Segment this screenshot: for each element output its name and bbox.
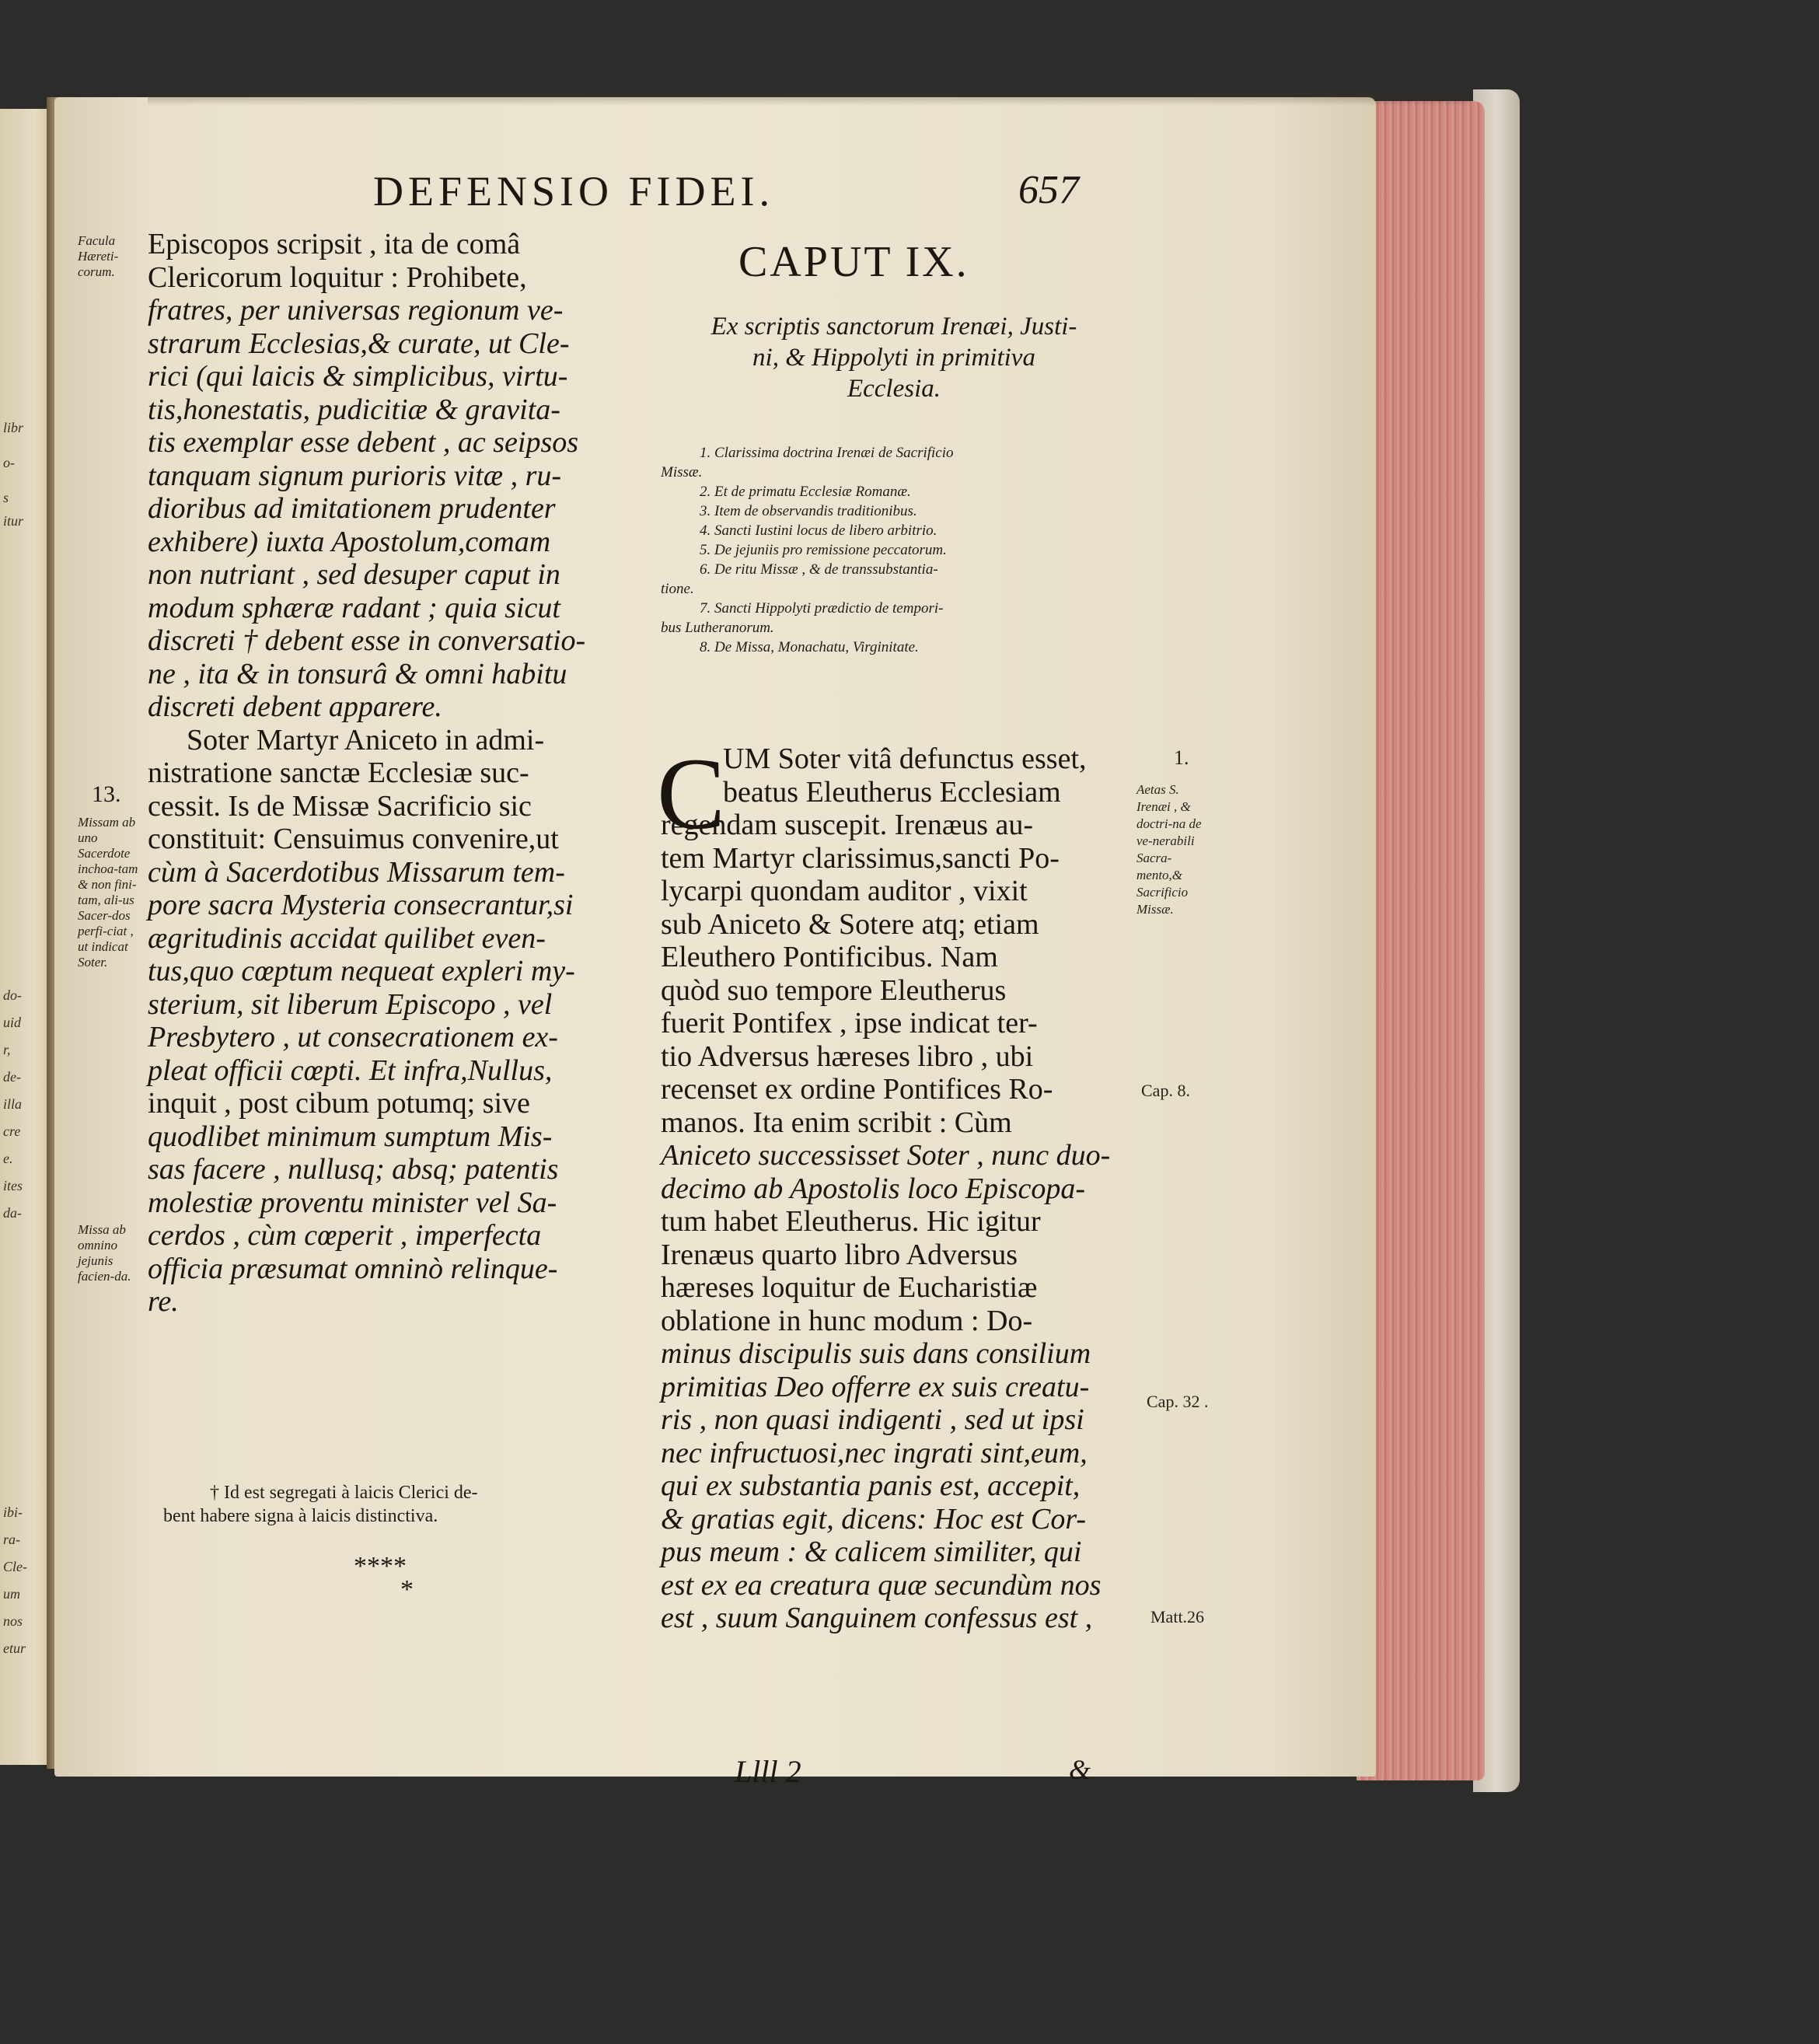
summary-item: 5. De jejuniis pro remissione peccatorum. [700,542,947,558]
page-number: 657 [1018,168,1079,212]
text-line: Clericorum loquitur : Prohibete, [148,260,527,294]
text-line: pleat officii cœpti. Et infra,Nullus, [148,1053,553,1087]
summary-item: 7. Sancti Hippolyti prædictio de tempori- [700,600,944,617]
running-title: DEFENSIO FIDEI. [373,168,774,215]
right-column [661,742,1143,1635]
margin-note-right: Aetas S. Irenæi , & doctri-na de ve-nerabili Sacra-mento,& Sacrificio Missæ. [1136,782,1202,917]
margin-note-left: Missam ab uno Sacerdote inchoa-tam & non fini-tam, ali-us Sacer-dos perfi-ciat , ut indicat Soter. [78,815,138,970]
prev-page-fragment: nos [3,1613,23,1629]
text-line: hæreses loquitur de Eucharistiæ [661,1271,1038,1304]
subtitle-line: Ecclesia. [847,375,941,403]
prev-page-fragment: etur [3,1640,26,1656]
text-line: strarum Ecclesias,& curate, ut Cle- [148,327,570,360]
text-line: pus meum : & calicem similiter, qui [661,1536,1082,1568]
catchword: & [1069,1754,1091,1785]
margin-note-right: Cap. 32 . [1147,1392,1209,1411]
subtitle-line: ni, & Hippolyti in primitiva [752,344,1035,372]
chapter-subtitle [645,311,1143,404]
text-line: tio Adversus hæreses libro , ubi [661,1039,1034,1073]
text-line: constituit: Censuimus convenire,ut [148,823,559,855]
prev-page-fragment: de- [3,1069,21,1085]
text-line: rici (qui laicis & simplicibus, virtu- [148,360,568,393]
text-line: discreti † debent esse in conversatio- [148,624,586,657]
text-line: cessit. Is de Missæ Sacrificio sic [148,789,532,823]
summary-item: bus Lutheranorum. [661,620,774,636]
footnote-line: † Id est segregati à laicis Clerici de- [210,1483,478,1503]
prev-page-fragment: cre [3,1123,21,1139]
text-line: tis exemplar esse debent , ac seipsos [148,426,579,459]
prev-page-fragment: libr [3,420,24,435]
text-line: recenset ex ordine Pontifices Ro- [661,1073,1053,1106]
chapter-summary [661,443,1143,657]
text-line: est ex ea creatura quæ secundùm nos [661,1568,1102,1602]
text-line: Irenæus quarto libro Adversus [661,1238,1018,1271]
text-line: tum habet Eleutherus. Hic igitur [661,1205,1041,1238]
text-line: officia præsumat omninò relinque- [148,1252,558,1285]
text-line: modum sphæræ radant ; quia sicut [148,591,560,624]
prev-page-fragment: e. [3,1151,13,1166]
text-line: decimo ab Apostolis loco Episcopa- [661,1172,1086,1205]
footnote-line: bent habere signa à laicis distinctiva. [163,1506,438,1526]
prev-page-fragment: s [3,490,9,505]
summary-item: tione. [661,581,694,597]
text-line: cerdos , cùm cœperit , imperfecta [148,1219,542,1252]
text-line: exhibere) iuxta Apostolum,comam [148,525,551,558]
text-line: Presbytero , ut consecrationem ex- [148,1021,558,1053]
prev-page-fragment: ra- [3,1532,20,1547]
text-line: sas facere , nullusq; absq; patentis [148,1153,559,1186]
text-line: Soter Martyr Aniceto in admi- [187,723,545,756]
text-line: beatus Eleutherus Ecclesiam [723,775,1061,809]
prev-page-fragment: o- [3,455,15,470]
summary-item: 2. Et de primatu Ecclesiæ Romanæ. [700,484,911,500]
prev-page-fragment: illa [3,1096,23,1112]
text-line: minus discipulis suis dans consilium [661,1337,1091,1370]
prev-page-fragment: ites [3,1178,23,1193]
text-line: discreti debent apparere. [148,690,442,723]
text-line: quodlibet minimum sumptum Mis- [148,1120,553,1153]
ornament-asterisks [354,1552,414,1604]
text-line: nistratione sanctæ Ecclesiæ suc- [148,756,529,789]
text-line: nec infructuosi,nec ingrati sint,eum, [661,1436,1088,1469]
text-line: re. [148,1285,179,1318]
text-line: & gratias egit, dicens: Hoc est Cor- [661,1502,1087,1536]
text-line: fuerit Pontifex , ipse indicat ter- [661,1007,1038,1039]
prev-page-fragment: uid [3,1015,22,1030]
summary-item: 6. De ritu Missæ , & de transsubstantia- [700,561,938,578]
signature-mark: Llll 2 [735,1754,801,1789]
page-shadow [148,93,1469,106]
text-line: tanquam signum purioris vitæ , ru- [148,459,562,492]
text-line: tis,honestatis, pudicitiæ & gravita- [148,393,560,426]
footnote [163,1481,478,1528]
prev-page-fragment: um [3,1586,20,1602]
text-line: qui ex substantia panis est, accepit, [661,1469,1081,1502]
summary-item: 1. Clarissima doctrina Irenæi de Sacrificio [700,445,954,461]
prev-page-fragment: ibi- [3,1504,23,1520]
subtitle-line: Ex scriptis sanctorum Irenæi, Justi- [710,313,1077,341]
margin-note-right: Matt.26 [1150,1607,1205,1626]
text-line: tem Martyr clarissimus,sancti Po- [661,841,1060,875]
prev-page-fragment: da- [3,1205,22,1221]
text-line: regendam suscepit. Irenæus au- [661,809,1034,841]
text-line: Eleuthero Pontificibus. Nam [661,941,998,973]
text-line: Aniceto successisset Soter , nunc duo- [661,1139,1111,1172]
summary-item: 4. Sancti Iustini locus de libero arbitrio. [700,522,937,539]
prev-page-fragment: Cle- [3,1559,27,1574]
summary-item: Missæ. [661,464,703,480]
text-line: fratres, per universas regionum ve- [148,294,564,327]
prev-page-fragment: r, [3,1042,11,1057]
drop-capital: C [657,736,726,851]
text-line: oblatione in hunc modum : Do- [661,1304,1033,1337]
chapter-title: CAPUT IX. [738,238,969,286]
margin-note-right: Cap. 8. [1141,1081,1190,1100]
section-number: 13. [92,781,121,807]
text-line: non nutriant , sed desuper caput in [148,558,560,591]
prev-page-fragment: do- [3,987,22,1003]
text-line: manos. Ita enim scribit : Cùm [661,1106,1012,1139]
text-line: pore sacra Mysteria consecrantur,si [148,889,574,921]
text-line: ris , non quasi indigenti , sed ut ipsi [661,1403,1084,1436]
text-line: lycarpi quondam auditor , vixit [661,875,1028,907]
margin-note-left: Missa ab omnino jejunis facien-da. [78,1222,131,1284]
text-line: inquit , post cibum potumq; sive [148,1087,530,1120]
summary-item: 8. De Missa, Monachatu, Virginitate. [700,639,919,655]
text-line: quòd suo tempore Eleutherus [661,973,1007,1007]
text-line: ne , ita & in tonsurâ & omni habitu [148,657,567,690]
text-line: dioribus ad imitationem prudenter [148,492,556,525]
ornament-bottom: * [400,1575,414,1604]
text-line: UM Soter vitâ defunctus esset, [723,742,1087,775]
text-line: ægritudinis accidat quilibet even- [148,921,546,955]
text-line: tus,quo cœptum nequeat expleri my- [148,955,575,987]
left-column [148,228,645,1319]
text-line: primitias Deo offerre ex suis creatu- [661,1370,1090,1403]
summary-item: 3. Item de observandis traditionibus. [700,503,917,519]
prev-page-fragment: itur [3,513,24,529]
text-line: molestiæ proventu minister vel Sa- [148,1186,557,1219]
text-line: est , suum Sanguinem confessus est , [661,1602,1093,1634]
margin-note-left: Facula Hæreti-corum. [78,233,119,279]
margin-note-right: 1. [1174,746,1189,769]
text-line: sub Aniceto & Sotere atq; etiam [661,907,1039,941]
ornament-top: *‌*‌*‌* [354,1552,407,1581]
text-line: Episcopos scripsit , ita de comâ [148,228,521,260]
text-line: sterium, sit liberum Episcopo , vel [148,987,553,1021]
text-line: cùm à Sacerdotibus Missarum tem- [148,855,565,889]
